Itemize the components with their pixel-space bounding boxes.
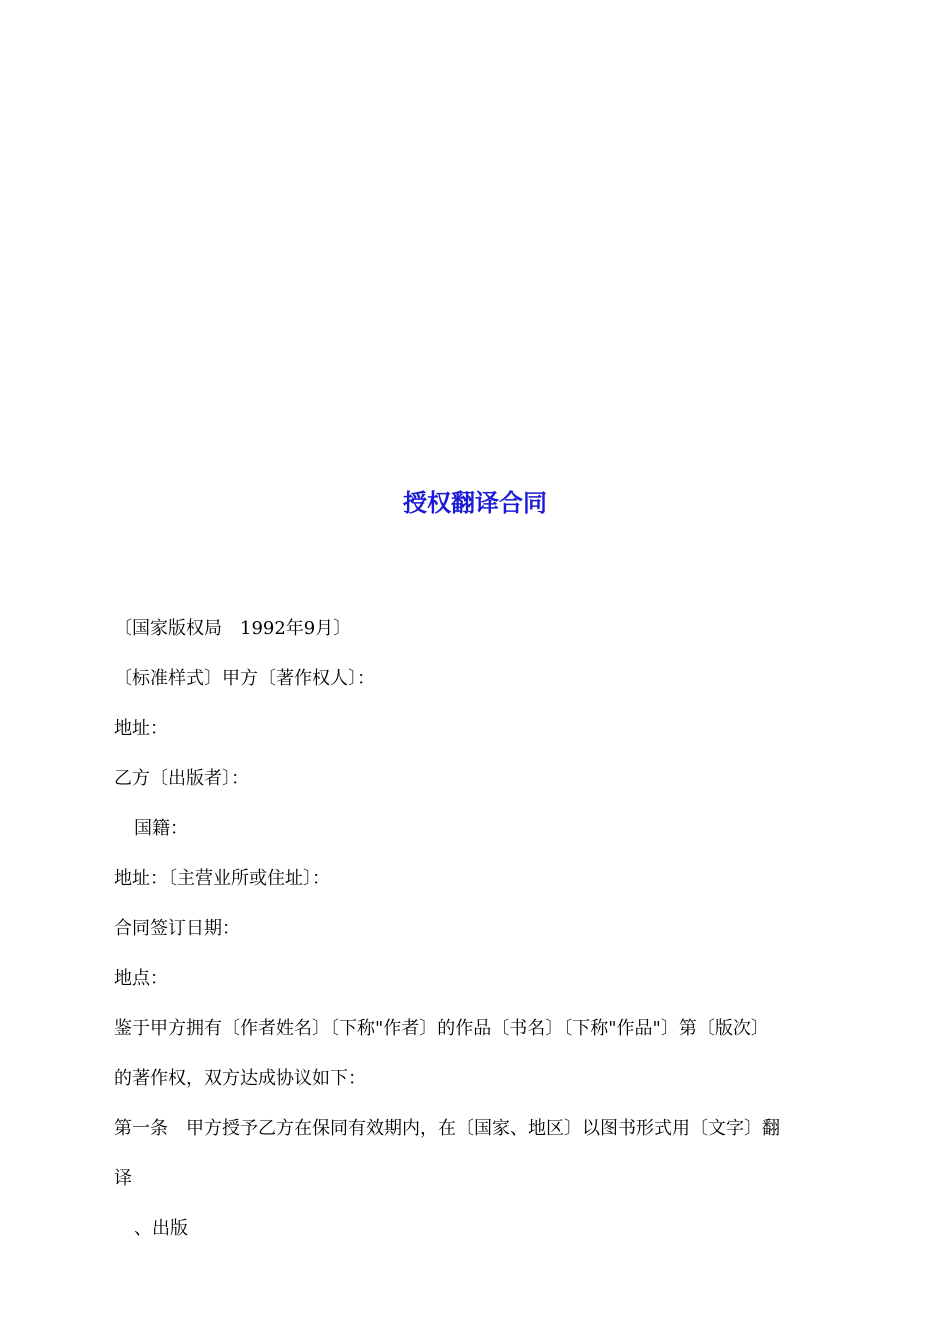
source-line: 〔国家版权局 1992年9月〕	[114, 618, 352, 639]
preamble-line-1: 鉴于甲方拥有〔作者姓名〕〔下称"作者〕的作品〔书名〕〔下称"作品"〕第〔版次〕	[114, 1018, 769, 1039]
party-b-address-line: 地址：〔主营业所或住址〕：	[114, 868, 330, 889]
party-a-address-line: 地址：	[114, 718, 168, 739]
article-one-line-1: 第一条 甲方授予乙方在保同有效期内，在〔国家、地区〕以图书形式用〔文字〕翻	[114, 1118, 780, 1139]
nationality-line: 国籍：	[134, 818, 188, 839]
signing-date-line: 合同签订日期：	[114, 918, 240, 939]
signing-place-line: 地点：	[114, 968, 168, 989]
party-b-line: 乙方〔出版者〕：	[114, 768, 249, 789]
document-body	[114, 604, 844, 1254]
document-title: 授权翻译合同	[403, 489, 547, 517]
article-one-line-3: 、出版	[134, 1218, 188, 1239]
preamble-line-2: 的著作权，双方达成协议如下：	[114, 1068, 366, 1089]
article-one-line-2: 译	[114, 1168, 132, 1189]
party-a-line: 〔标准样式〕甲方〔著作权人〕：	[114, 668, 375, 689]
